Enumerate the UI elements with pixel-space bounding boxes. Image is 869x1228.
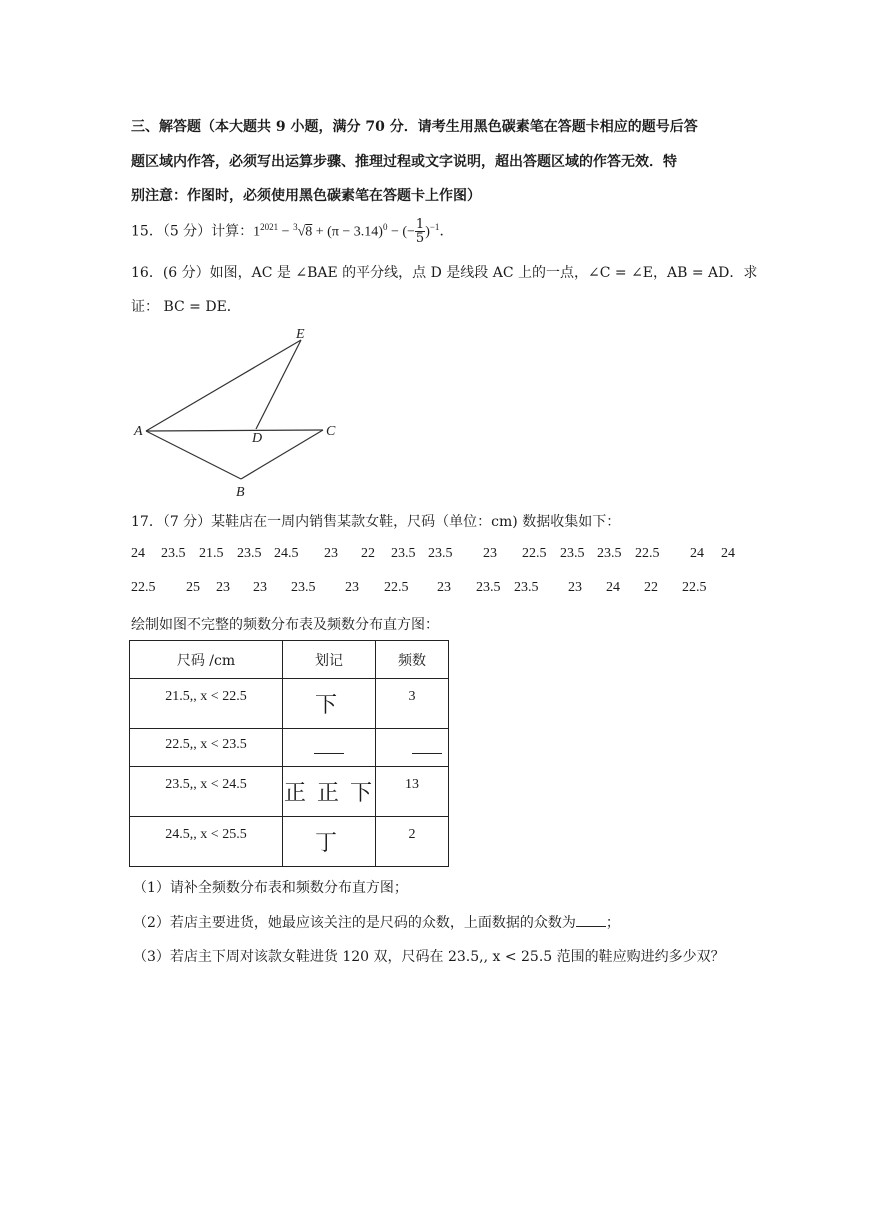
q15-fraction [415,218,425,245]
header-size: 尺码 /cm [130,641,283,679]
data-value: 23 [324,546,338,561]
q15-exp-e: −1 [429,221,440,232]
data-value: 22 [644,580,658,595]
data-value: 22.5 [522,546,547,561]
section-title-line-1: 三、解答题（本大题共 9 小题，满分 70 分．请考生用黑色碳素笔在答题卡相应的题号后答 [131,119,698,135]
range-cell: 21.5,, x < 22.5 [130,679,283,729]
data-value: 22.5 [635,546,660,561]
data-value: 22 [361,546,375,561]
sub-question-1: （1）请补全频数分布表和频数分布直方图； [133,880,408,896]
q15-root-index: 3 [293,221,298,232]
section-title-line-2: 题区域内作答，必须写出运算步骤、推理过程或文字说明，超出答题区域的作答无效．特 [131,154,677,170]
triangle-figure [128,322,348,500]
label-b: B [236,485,245,500]
tally-answer-blank[interactable] [314,739,344,754]
count-cell-blank[interactable] [376,729,449,767]
question-15 [131,218,453,245]
range-cell: 24.5,, x < 25.5 [130,817,283,867]
sub-question-2 [133,912,620,932]
tally-cell-blank[interactable] [283,729,376,767]
data-value: 22.5 [384,580,409,595]
data-value: 24 [721,546,735,561]
data-value: 23.5 [597,546,622,561]
data-value: 23.5 [560,546,585,561]
label-e: E [296,327,305,342]
q15-end: ． [439,223,454,240]
label-c: C [326,424,336,439]
table-row [130,679,449,729]
data-value: 23 [253,580,267,595]
segment-ab [146,431,241,479]
data-value: 23.5 [391,546,416,561]
data-value: 23.5 [291,580,316,595]
data-value: 22.5 [131,580,156,595]
count-answer-blank[interactable] [412,739,442,754]
q15-term-c: + (π − 3.14) [312,224,383,240]
q15-base: 1 [253,224,261,240]
data-value: 23.5 [161,546,186,561]
data-value: 23.5 [237,546,262,561]
data-value: 22.5 [682,580,707,595]
table-row [130,817,449,867]
label-a: A [134,424,143,439]
header-count: 频数 [376,641,449,679]
range-cell: 23.5,, x < 24.5 [130,767,283,817]
q15-minus: − [278,224,294,240]
question-16-line-2: 证： BC = DE． [131,299,241,315]
q15-frac-den: 5 [415,231,425,246]
data-value: 23 [216,580,230,595]
tally-cell: 下 [283,679,376,729]
q15-exp-a: 2021 [260,221,279,232]
sub-question-3: （3）若店主下周对该款女鞋进货 120 双，尺码在 23.5,, x < 25.5 范围的鞋应购进约多少双？ [133,949,725,965]
q15-frac-num: 1 [415,217,425,232]
q15-radical: √ [297,224,306,240]
data-value: 23.5 [476,580,501,595]
question-17-intro: 17．（7 分）某鞋店在一周内销售某款女鞋，尺码（单位：cm) 数据收集如下： [131,514,621,530]
tally-cell: 丁 [283,817,376,867]
table-row [130,767,449,817]
segment-ac [146,430,323,431]
frequency-table [129,640,449,867]
mode-answer-blank[interactable] [576,912,606,927]
table-intro: 绘制如图不完整的频数分布表及频数分布直方图： [131,617,439,633]
count-cell: 3 [376,679,449,729]
table-header-row [130,641,449,679]
data-value: 24 [131,546,145,561]
label-d: D [252,431,263,446]
section-title-line-3: 别注意：作图时，必须使用黑色碳素笔在答题卡上作图） [131,188,481,204]
sub-question-2-end: ； [605,915,620,931]
q15-exp-c: 0 [382,221,388,232]
data-value: 24.5 [274,546,299,561]
question-16-line-1: 16．(6 分）如图，AC 是 ∠BAE 的平分线，点 D 是线段 AC 上的一点，∠C = ∠E，AB = AD．求 [131,265,758,281]
data-value: 23 [568,580,582,595]
data-value: 21.5 [199,546,224,561]
data-value: 25 [186,580,200,595]
data-value: 23 [437,580,451,595]
data-value: 24 [606,580,620,595]
data-value: 24 [690,546,704,561]
table-row [130,729,449,767]
data-value: 23.5 [428,546,453,561]
range-cell: 22.5,, x < 23.5 [130,729,283,767]
count-cell: 13 [376,767,449,817]
q15-radicand: 8 [305,224,313,240]
q15-term-e: ) [425,224,430,240]
header-tally: 划记 [283,641,376,679]
count-cell: 2 [376,817,449,867]
data-value: 23 [483,546,497,561]
q15-term-d: − (− [387,224,415,240]
sub-question-2-text: （2）若店主要进货，她最应该关注的是尺码的众数，上面数据的众数为 [133,915,576,931]
tally-cell: 正 正 下 [283,767,376,817]
q15-label: 15．（5 分）计算： [131,223,254,240]
data-value: 23.5 [514,580,539,595]
data-value: 23 [345,580,359,595]
